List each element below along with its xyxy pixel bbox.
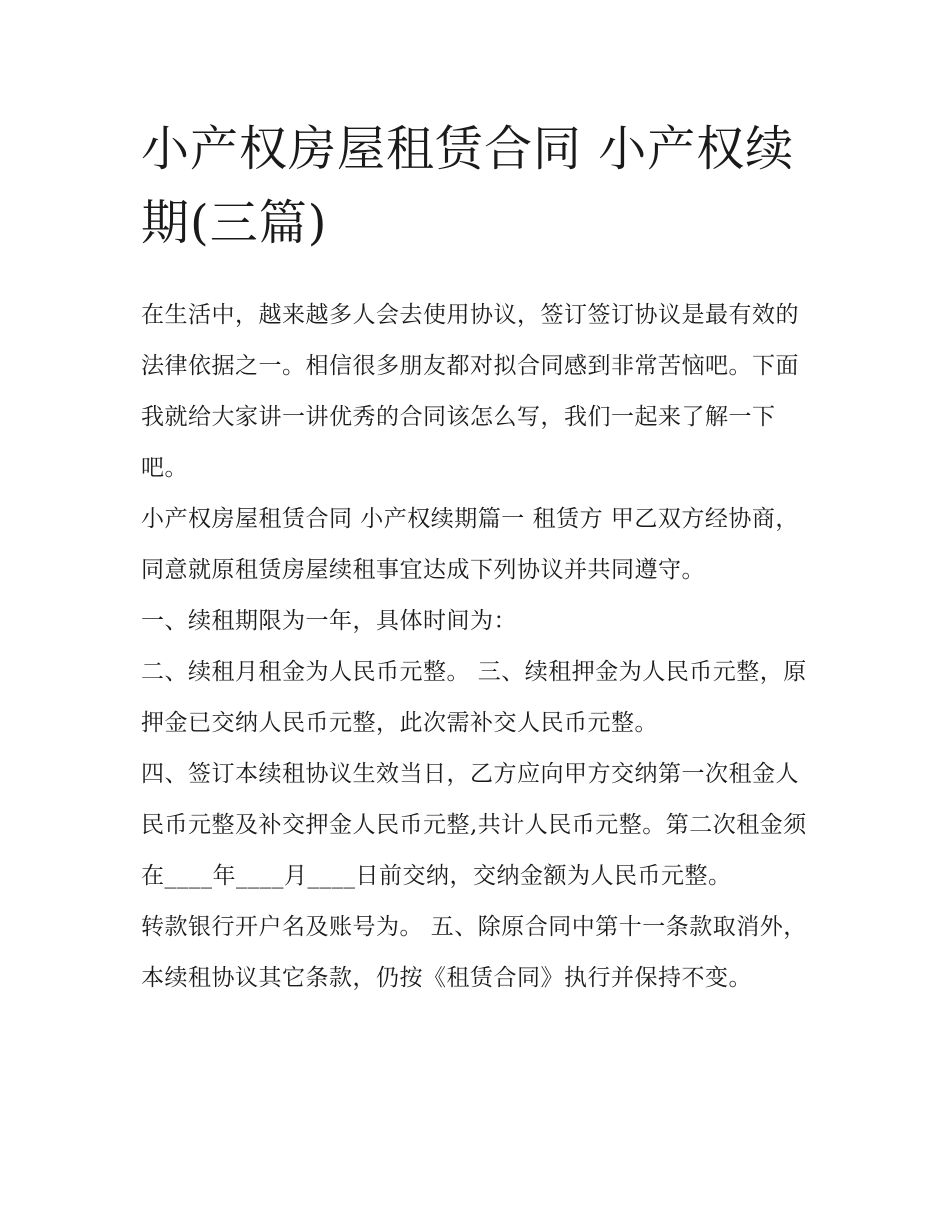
contract-preamble-paragraph: 小产权房屋租赁合同 小产权续期篇一 租赁方 甲乙双方经协商，同意就原租赁房屋续租事宜达成下列协议并共同遵守。 <box>141 506 799 583</box>
intro-paragraph: 在生活中，越来越多人会去使用协议，签订签订协议是最有效的法律依据之一。相信很多朋友都对拟合同感到非常苦恼吧。下面我就给大家讲一讲优秀的合同该怎么写，我们一起来了解一下吧。 <box>141 302 799 481</box>
document-page <box>141 112 821 1004</box>
clause-4-paragraph: 四、签订本续租协议生效当日，乙方应向甲方交纳第一次租金人民币元整及补交押金人民币元整,共计人民币元整。第二次租金须在____年____月____日前交纳，交纳金额为人民币元整。 <box>141 761 807 889</box>
document-title: 小产权房屋租赁合同 小产权续期(三篇) <box>141 121 795 251</box>
clause-2-3-paragraph: 二、续租月租金为人民币元整。 三、续租押金为人民币元整，原押金已交纳人民币元整，此次需补交人民币元整。 <box>141 659 807 736</box>
clause-1-paragraph: 一、续租期限为一年，具体时间为： <box>141 608 517 634</box>
clause-5-paragraph: 转款银行开户名及账号为。 五、除原合同中第十一条款取消外，本续租协议其它条款，仍按《租赁合同》执行并保持不变。 <box>141 914 807 991</box>
